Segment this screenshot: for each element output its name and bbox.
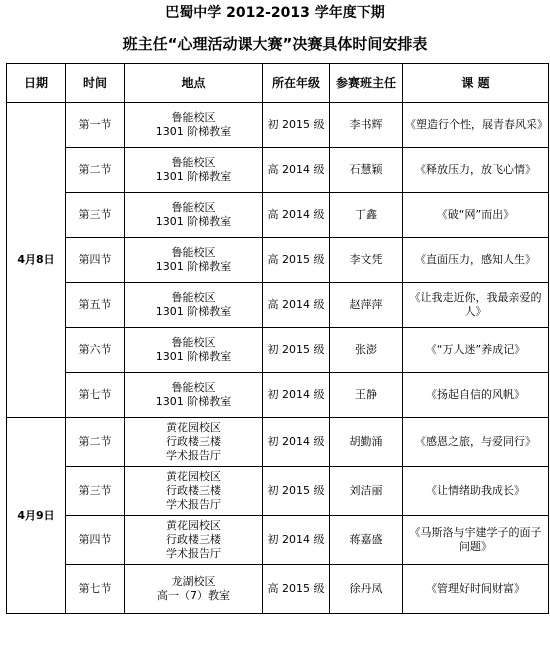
time-cell: 第二节 (66, 418, 125, 467)
topic-cell: 《让情绪助我成长》 (403, 467, 549, 516)
title-line-2: 班主任“心理活动课大赛”决赛具体时间安排表 (122, 35, 428, 53)
location-line: 高一（7）教室 (157, 589, 230, 602)
location-cell (125, 516, 263, 565)
topic-cell: 《扬起自信的风帆》 (403, 373, 549, 418)
table-row (7, 103, 549, 148)
header-teacher: 参赛班主任 (330, 64, 403, 103)
topic-cell: 《“万人迷”养成记》 (403, 328, 549, 373)
location-line: 1301 阶梯教室 (155, 260, 232, 273)
location-line: 行政楼三楼 (166, 435, 221, 448)
time-cell: 第三节 (66, 193, 125, 238)
location-line: 1301 阶梯教室 (155, 125, 232, 138)
table-body (7, 103, 549, 614)
topic-cell: 《破“网”而出》 (403, 193, 549, 238)
location-line: 1301 阶梯教室 (155, 170, 232, 183)
location-cell (125, 565, 263, 614)
title-line-1: 巴蜀中学 2012-2013 学年度下期 (165, 5, 385, 21)
location-cell (125, 418, 263, 467)
grade-cell: 初 2014 级 (263, 373, 330, 418)
location-cell (125, 467, 263, 516)
teacher-cell: 刘洁丽 (330, 467, 403, 516)
table-row (7, 238, 549, 283)
topic-cell: 《马斯洛与宇建学子的面子问题》 (403, 516, 549, 565)
grade-cell: 高 2015 级 (263, 565, 330, 614)
location-cell (125, 373, 263, 418)
teacher-cell: 胡勤涌 (330, 418, 403, 467)
header-date: 日期 (7, 64, 66, 103)
location-line: 1301 阶梯教室 (155, 305, 232, 318)
location-line: 黄花园校区 (166, 470, 221, 483)
grade-cell: 高 2014 级 (263, 193, 330, 238)
grade-cell: 高 2014 级 (263, 283, 330, 328)
grade-cell: 初 2015 级 (263, 103, 330, 148)
table-row (7, 467, 549, 516)
header-time: 时间 (66, 64, 125, 103)
time-cell: 第四节 (66, 516, 125, 565)
teacher-cell: 赵萍萍 (330, 283, 403, 328)
topic-cell: 《感恩之旅，与爱同行》 (403, 418, 549, 467)
time-cell: 第一节 (66, 103, 125, 148)
grade-cell: 初 2014 级 (263, 516, 330, 565)
time-cell: 第五节 (66, 283, 125, 328)
time-cell: 第七节 (66, 373, 125, 418)
topic-cell: 《让我走近你，我最亲爱的人》 (403, 283, 549, 328)
table-row (7, 516, 549, 565)
grade-cell: 高 2015 级 (263, 238, 330, 283)
location-line: 1301 阶梯教室 (155, 395, 232, 408)
location-line: 龙湖校区 (171, 575, 216, 588)
location-line: 行政楼三楼 (166, 484, 221, 497)
location-line: 黄花园校区 (166, 421, 221, 434)
time-cell: 第二节 (66, 148, 125, 193)
location-cell (125, 238, 263, 283)
teacher-cell: 蒋嘉盛 (330, 516, 403, 565)
location-line: 鲁能校区 (171, 381, 216, 394)
table-row (7, 373, 549, 418)
teacher-cell: 徐丹凤 (330, 565, 403, 614)
time-cell: 第三节 (66, 467, 125, 516)
header-location: 地点 (125, 64, 263, 103)
table-row (7, 565, 549, 614)
location-line: 鲁能校区 (171, 246, 216, 259)
topic-cell: 《直面压力，感知人生》 (403, 238, 549, 283)
teacher-cell: 丁鑫 (330, 193, 403, 238)
date-cell: 4月8日 (7, 103, 66, 418)
time-cell: 第六节 (66, 328, 125, 373)
teacher-cell: 李文凭 (330, 238, 403, 283)
teacher-cell: 王静 (330, 373, 403, 418)
location-line: 学术报告厅 (166, 449, 221, 462)
teacher-cell: 李书辉 (330, 103, 403, 148)
location-line: 行政楼三楼 (166, 533, 221, 546)
grade-cell: 初 2014 级 (263, 418, 330, 467)
location-line: 鲁能校区 (171, 291, 216, 304)
location-line: 1301 阶梯教室 (155, 350, 232, 363)
schedule-table (6, 63, 549, 614)
location-cell (125, 148, 263, 193)
location-line: 鲁能校区 (171, 201, 216, 214)
table-row (7, 148, 549, 193)
teacher-cell: 石慧颖 (330, 148, 403, 193)
location-cell (125, 103, 263, 148)
location-line: 学术报告厅 (166, 498, 221, 511)
header-grade: 所在年级 (263, 64, 330, 103)
table-row (7, 328, 549, 373)
grade-cell: 初 2015 级 (263, 328, 330, 373)
location-cell (125, 283, 263, 328)
header-topic: 课 题 (403, 64, 549, 103)
topic-cell: 《塑造行个性，展青春风采》 (403, 103, 549, 148)
location-line: 鲁能校区 (171, 156, 216, 169)
table-header-row (7, 64, 549, 103)
topic-cell: 《管理好时间财富》 (403, 565, 549, 614)
time-cell: 第四节 (66, 238, 125, 283)
location-line: 1301 阶梯教室 (155, 215, 232, 228)
location-line: 鲁能校区 (171, 111, 216, 124)
grade-cell: 初 2015 级 (263, 467, 330, 516)
table-row (7, 283, 549, 328)
location-cell (125, 328, 263, 373)
table-row (7, 193, 549, 238)
location-line: 学术报告厅 (166, 547, 221, 560)
grade-cell: 高 2014 级 (263, 148, 330, 193)
topic-cell: 《释放压力，放飞心情》 (403, 148, 549, 193)
time-cell: 第七节 (66, 565, 125, 614)
location-line: 黄花园校区 (166, 519, 221, 532)
date-cell: 4月9日 (7, 418, 66, 614)
teacher-cell: 张澎 (330, 328, 403, 373)
location-line: 鲁能校区 (171, 336, 216, 349)
location-cell (125, 193, 263, 238)
table-row (7, 418, 549, 467)
